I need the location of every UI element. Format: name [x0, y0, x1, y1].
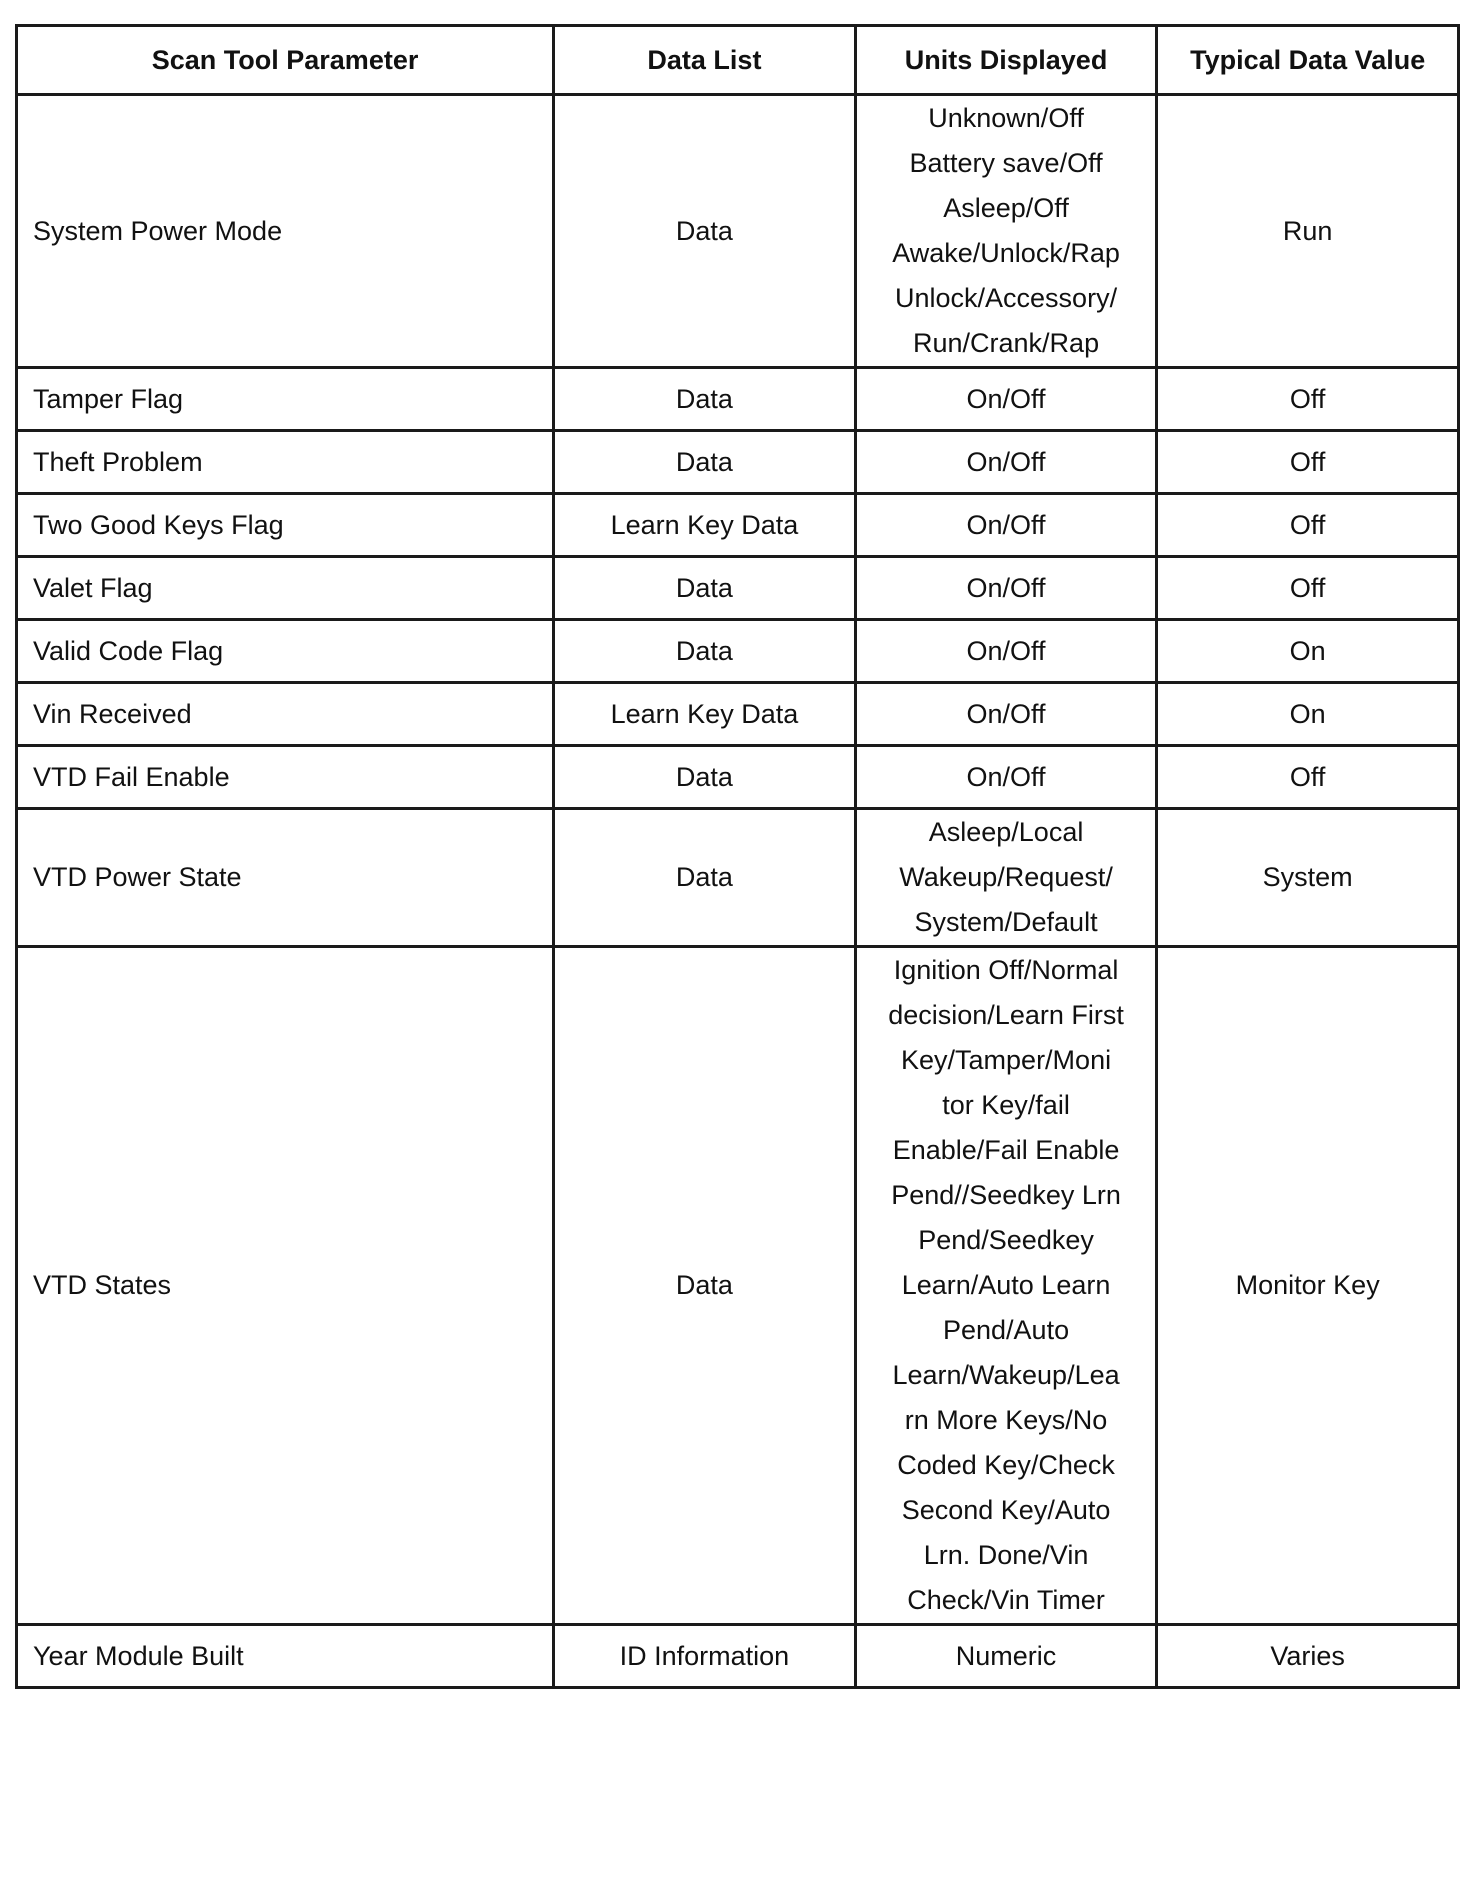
units-line: Asleep/Local: [928, 817, 1084, 847]
cell-units-displayed: [855, 1625, 1157, 1688]
cell-data-list: Data: [554, 95, 856, 368]
cell-scan-tool-parameter: Vin Received: [17, 683, 554, 746]
table-row: [17, 95, 1459, 368]
cell-data-list: ID Information: [554, 1625, 856, 1688]
cell-scan-tool-parameter: System Power Mode: [17, 95, 554, 368]
table-row: [17, 683, 1459, 746]
units-line: Run/Crank/Rap: [913, 328, 1100, 358]
cell-typical-data-value: Off: [1157, 431, 1459, 494]
cell-data-list: Data: [554, 368, 856, 431]
units-line: On/Off: [966, 572, 1046, 603]
units-line: Pend/Auto: [942, 1315, 1070, 1345]
header-row: [17, 26, 1459, 95]
cell-units-displayed: [855, 557, 1157, 620]
scan-tool-data-table: [15, 24, 1460, 1689]
table-row: [17, 1625, 1459, 1688]
units-line: rn More Keys/No: [904, 1405, 1108, 1435]
header-typical-data-value: Typical Data Value: [1157, 26, 1459, 95]
units-line: Asleep/Off: [943, 193, 1069, 223]
table-row: [17, 368, 1459, 431]
cell-typical-data-value: Monitor Key: [1157, 947, 1459, 1625]
cell-data-list: Data: [554, 620, 856, 683]
cell-typical-data-value: Run: [1157, 95, 1459, 368]
cell-data-list: Learn Key Data: [554, 683, 856, 746]
cell-units-displayed: [855, 620, 1157, 683]
units-line: On/Off: [966, 446, 1046, 477]
cell-typical-data-value: Off: [1157, 746, 1459, 809]
table-body: [17, 95, 1459, 1688]
cell-scan-tool-parameter: VTD Power State: [17, 809, 554, 947]
units-line: Ignition Off/Normal: [893, 955, 1119, 985]
cell-units-displayed: [855, 683, 1157, 746]
units-line: Coded Key/Check: [897, 1450, 1115, 1480]
cell-scan-tool-parameter: Valid Code Flag: [17, 620, 554, 683]
cell-typical-data-value: System: [1157, 809, 1459, 947]
cell-data-list: Learn Key Data: [554, 494, 856, 557]
cell-typical-data-value: Off: [1157, 494, 1459, 557]
cell-units-displayed: [855, 95, 1157, 368]
cell-scan-tool-parameter: VTD Fail Enable: [17, 746, 554, 809]
table-row: [17, 620, 1459, 683]
cell-typical-data-value: Varies: [1157, 1625, 1459, 1688]
cell-scan-tool-parameter: Theft Problem: [17, 431, 554, 494]
cell-typical-data-value: On: [1157, 620, 1459, 683]
units-line: Wakeup/Request/: [899, 862, 1113, 892]
units-line: Awake/Unlock/Rap: [892, 238, 1120, 268]
units-line: Enable/Fail Enable: [892, 1135, 1120, 1165]
cell-scan-tool-parameter: Year Module Built: [17, 1625, 554, 1688]
units-line: On/Off: [966, 509, 1046, 540]
units-line: Key/Tamper/Moni: [901, 1045, 1112, 1075]
units-line: Learn/Auto Learn: [901, 1270, 1111, 1300]
cell-data-list: Data: [554, 947, 856, 1625]
units-line: Pend//Seedkey Lrn: [891, 1180, 1121, 1210]
header-data-list: Data List: [554, 26, 856, 95]
cell-data-list: Data: [554, 557, 856, 620]
cell-units-displayed: [855, 809, 1157, 947]
table-row: [17, 431, 1459, 494]
units-line: Pend/Seedkey: [918, 1225, 1094, 1255]
header-scan-tool-parameter: Scan Tool Parameter: [17, 26, 554, 95]
units-line: Unlock/Accessory/: [895, 283, 1118, 313]
units-line: On/Off: [966, 698, 1046, 729]
units-line: System/Default: [914, 907, 1098, 937]
cell-units-displayed: [855, 746, 1157, 809]
table-row: [17, 947, 1459, 1625]
cell-scan-tool-parameter: Tamper Flag: [17, 368, 554, 431]
units-line: On/Off: [966, 383, 1046, 414]
cell-data-list: Data: [554, 809, 856, 947]
cell-typical-data-value: On: [1157, 683, 1459, 746]
cell-scan-tool-parameter: Two Good Keys Flag: [17, 494, 554, 557]
units-line: Battery save/Off: [909, 148, 1103, 178]
units-line: Numeric: [955, 1640, 1057, 1671]
units-line: Learn/Wakeup/Lea: [892, 1360, 1120, 1390]
units-line: Second Key/Auto: [901, 1495, 1111, 1525]
cell-units-displayed: [855, 368, 1157, 431]
units-line: tor Key/fail: [942, 1090, 1070, 1120]
cell-units-displayed: [855, 947, 1157, 1625]
cell-scan-tool-parameter: Valet Flag: [17, 557, 554, 620]
table-header: [17, 26, 1459, 95]
cell-typical-data-value: Off: [1157, 557, 1459, 620]
cell-units-displayed: [855, 494, 1157, 557]
units-line: On/Off: [966, 635, 1046, 666]
units-line: On/Off: [966, 761, 1046, 792]
units-line: Unknown/Off: [928, 103, 1084, 133]
units-line: decision/Learn First: [888, 1000, 1124, 1030]
units-line: Lrn. Done/Vin: [923, 1540, 1089, 1570]
units-line: Check/Vin Timer: [907, 1585, 1105, 1615]
table-row: [17, 494, 1459, 557]
table-row: [17, 746, 1459, 809]
cell-units-displayed: [855, 431, 1157, 494]
table-row: [17, 557, 1459, 620]
cell-scan-tool-parameter: VTD States: [17, 947, 554, 1625]
header-units-displayed: Units Displayed: [855, 26, 1157, 95]
cell-typical-data-value: Off: [1157, 368, 1459, 431]
cell-data-list: Data: [554, 746, 856, 809]
table-row: [17, 809, 1459, 947]
cell-data-list: Data: [554, 431, 856, 494]
